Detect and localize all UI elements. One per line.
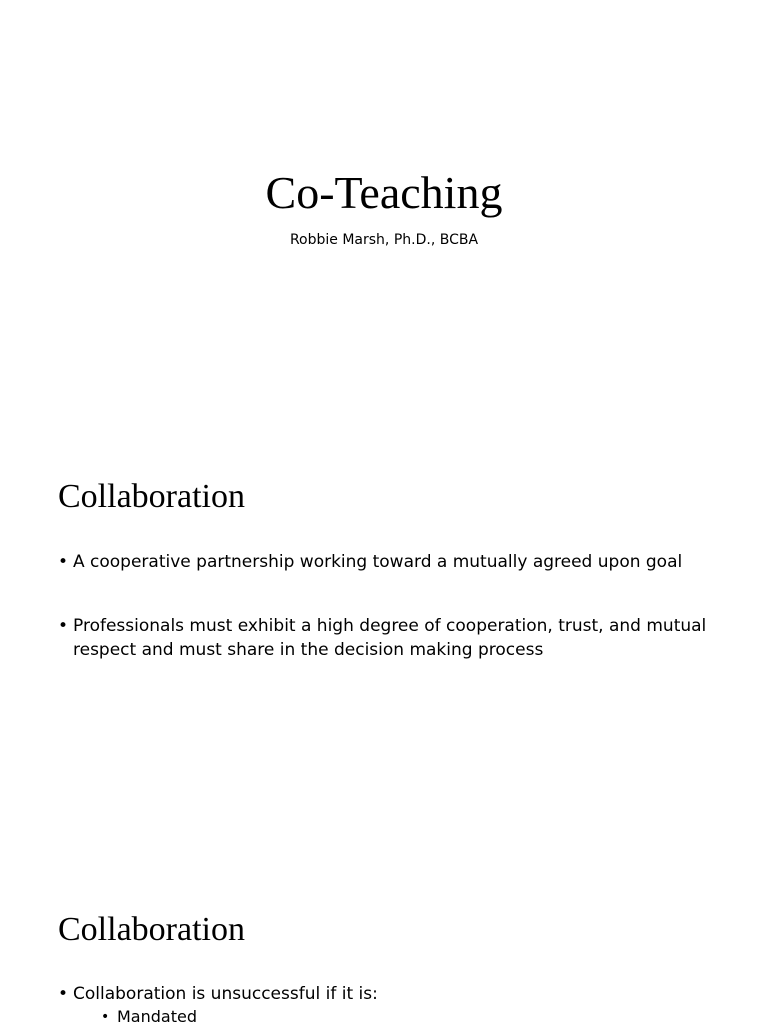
bullet-text: Collaboration is unsuccessful if it is:	[73, 984, 378, 1004]
sub-bullet-list	[73, 1006, 718, 1024]
bullet-item	[58, 614, 718, 662]
bullet-icon: •	[58, 616, 69, 636]
bullet-list	[58, 550, 718, 702]
bullet-icon: •	[58, 552, 69, 572]
presenter-subtitle: Robbie Marsh, Ph.D., BCBA	[289, 232, 479, 248]
bullet-item	[58, 550, 718, 574]
bullet-text: A cooperative partnership working toward a mutually agreed upon goal	[73, 552, 683, 572]
slide-heading: Collaboration	[58, 478, 245, 515]
sub-bullet-text: Mandated	[117, 1007, 197, 1024]
bullet-icon: •	[101, 1009, 110, 1024]
title-slide	[0, 0, 768, 432]
presentation-title: Co-Teaching	[265, 167, 503, 218]
collaboration-slide-1	[0, 432, 768, 864]
sub-bullet-item	[101, 1006, 718, 1024]
bullet-icon: •	[58, 984, 69, 1004]
collaboration-slide-2	[0, 864, 768, 1024]
bullet-text: Professionals must exhibit a high degree of cooperation, trust, and mutual respect and must share in the decision making process	[73, 616, 707, 660]
bullet-list	[58, 982, 718, 1024]
slide-heading: Collaboration	[58, 911, 245, 948]
bullet-item	[58, 982, 718, 1024]
